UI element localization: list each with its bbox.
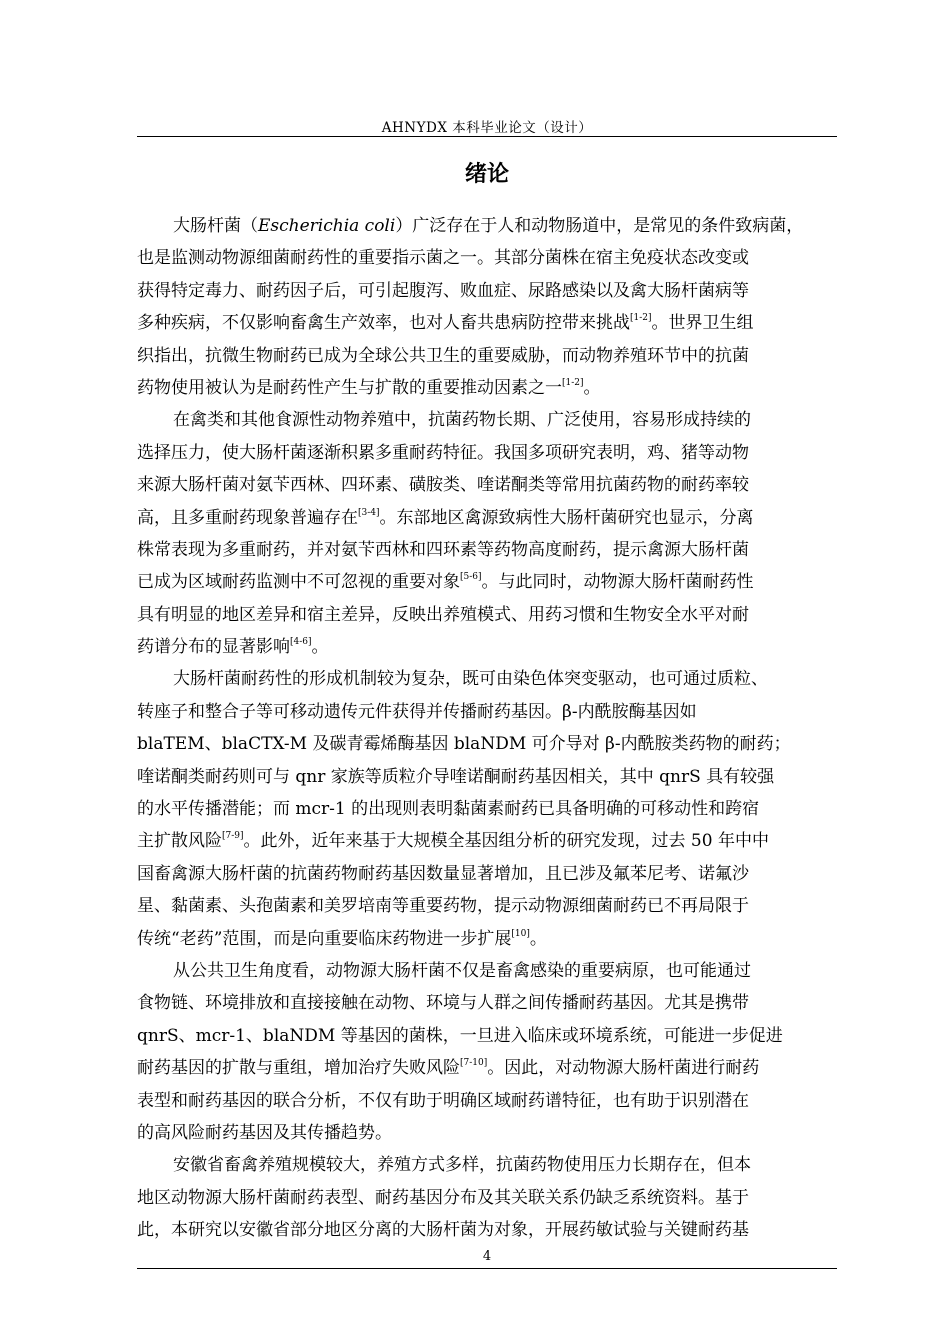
text-run: 获得特定毒力、耐药因子后，可引起腹泻、败血症、尿路感染以及禽大肠杆菌病等 xyxy=(137,280,749,301)
text-line xyxy=(137,437,837,469)
paragraph xyxy=(137,955,837,1149)
text-line xyxy=(137,340,837,372)
footer-divider xyxy=(137,1268,837,1269)
chapter-title: 绪论 xyxy=(464,162,509,187)
text-run: 药物使用被认为是耐药性产生与扩散的重要推动因素之一 xyxy=(137,377,562,398)
text-line xyxy=(137,210,837,242)
species-name: Escherichia coli xyxy=(258,216,396,236)
citation: [4-6] xyxy=(290,637,312,648)
text-line xyxy=(137,307,837,339)
body-text xyxy=(137,210,837,1247)
text-line xyxy=(137,955,837,987)
text-run: 此，本研究以安徽省部分地区分离的大肠杆菌为对象，开展药敏试验与关键耐药基 xyxy=(137,1220,749,1241)
citation: [3-4] xyxy=(358,507,380,518)
text-run: 喹诺酮类耐药则可与 qnr 家族等质粒介导喹诺酮耐药基因相关，其中 qnrS 具有较强 xyxy=(137,766,775,787)
text-run: 选择压力，使大肠杆菌逐渐积累多重耐药特征。我国多项研究表明，鸡、猪等动物 xyxy=(137,442,749,463)
text-run: 多种疾病，不仅影响畜禽生产效率，也对人畜共患病防控带来挑战 xyxy=(137,313,630,334)
text-line xyxy=(137,599,837,631)
text-run: 株常表现为多重耐药，并对氨苄西林和四环素等药物高度耐药，提示禽源大肠杆菌 xyxy=(137,539,749,560)
paragraph xyxy=(137,210,837,404)
paragraph xyxy=(137,663,837,955)
text-run: 具有明显的地区差异和宿主差异，反映出养殖模式、用药习惯和生物安全水平对耐 xyxy=(137,604,749,625)
text-line xyxy=(137,987,837,1019)
text-run: 安徽省畜禽养殖规模较大，养殖方式多样，抗菌药物使用压力长期存在，但本 xyxy=(173,1155,751,1176)
text-line xyxy=(137,890,837,922)
text-line xyxy=(137,1149,837,1181)
text-line xyxy=(137,1085,837,1117)
citation: [1-2] xyxy=(630,313,652,324)
text-line xyxy=(137,631,837,663)
text-line xyxy=(137,663,837,695)
text-run: 。 xyxy=(583,377,601,398)
text-run: 已成为区域耐药监测中不可忽视的重要对象 xyxy=(137,572,460,593)
text-line xyxy=(137,1182,837,1214)
text-line xyxy=(137,404,837,436)
text-run: blaTEM、blaCTX-M 及碳青霉烯酶基因 blaNDM 可介导对 β-内酰胺类药物的耐药； xyxy=(137,734,791,755)
text-run: 。 xyxy=(529,928,547,949)
paragraph xyxy=(137,404,837,663)
text-line xyxy=(137,275,837,307)
text-run: 的水平传播潜能；而 mcr-1 的出现则表明黏菌素耐药已具备明确的可移动性和跨宿 xyxy=(137,799,760,820)
text-line xyxy=(137,1052,837,1084)
text-run: 织指出，抗微生物耐药已成为全球公共卫生的重要威胁，而动物养殖环节中的抗菌 xyxy=(137,345,749,366)
running-header: AHNYDX 本科毕业论文（设计） xyxy=(381,120,593,136)
text-run: 。与此同时，动物源大肠杆菌耐药性 xyxy=(481,572,754,593)
text-run: 食物链、环境排放和直接接触在动物、环境与人群之间传播耐药基因。尤其是携带 xyxy=(137,993,749,1014)
text-line xyxy=(137,502,837,534)
text-run: 。世界卫生组 xyxy=(651,313,754,334)
text-run: 从公共卫生角度看，动物源大肠杆菌不仅是畜禽感染的重要病原，也可能通过 xyxy=(173,960,751,981)
text-line xyxy=(137,1117,837,1149)
citation: [1-2] xyxy=(562,377,584,388)
text-line xyxy=(137,372,837,404)
text-run: 国畜禽源大肠杆菌的抗菌药物耐药基因数量显著增加，且已涉及氟苯尼考、诺氟沙 xyxy=(137,863,749,884)
text-run: qnrS、mcr-1、blaNDM 等基因的菌株，一旦进入临床或环境系统，可能进一步促进 xyxy=(137,1025,783,1046)
text-run: 也是监测动物源细菌耐药性的重要指示菌之一。其部分菌株在宿主免疫状态改变或 xyxy=(137,248,749,269)
text-run: 星、黏菌素、头孢菌素和美罗培南等重要药物，提示动物源细菌耐药已不再局限于 xyxy=(137,896,749,917)
text-line xyxy=(137,923,837,955)
text-run: 传统“老药”范围，而是向重要临床药物进一步扩展 xyxy=(137,928,512,949)
text-line xyxy=(137,761,837,793)
page-number: 4 xyxy=(482,1249,492,1264)
text-run: 来源大肠杆菌对氨苄西林、四环素、磺胺类、喹诺酮类等常用抗菌药物的耐药率较 xyxy=(137,475,749,496)
text-line xyxy=(137,469,837,501)
text-run: 。 xyxy=(311,637,329,658)
text-run: 。东部地区禽源致病性大肠杆菌研究也显示，分离 xyxy=(379,507,754,528)
text-run: 的高风险耐药基因及其传播趋势。 xyxy=(137,1122,392,1143)
citation: [7-10] xyxy=(460,1058,488,1069)
text-line xyxy=(137,793,837,825)
text-run: 药谱分布的显著影响 xyxy=(137,637,290,658)
text-line xyxy=(137,696,837,728)
text-run: 在禽类和其他食源性动物养殖中，抗菌药物长期、广泛使用，容易形成持续的 xyxy=(173,410,751,431)
text-line xyxy=(137,1214,837,1246)
text-run: 转座子和整合子等可移动遗传元件获得并传播耐药基因。β-内酰胺酶基因如 xyxy=(137,701,697,722)
text-line xyxy=(137,728,837,760)
text-line xyxy=(137,825,837,857)
text-run: 。此外，近年来基于大规模全基因组分析的研究发现，过去 50 年中中 xyxy=(243,831,769,852)
text-run: 耐药基因的扩散与重组，增加治疗失败风险 xyxy=(137,1058,460,1079)
text-line xyxy=(137,1020,837,1052)
citation: [10] xyxy=(511,928,530,939)
paragraph xyxy=(137,1149,837,1246)
text-run: 表型和耐药基因的联合分析，不仅有助于明确区域耐药谱特征，也有助于识别潜在 xyxy=(137,1090,749,1111)
text-run: 高，且多重耐药现象普遍存在 xyxy=(137,507,358,528)
text-run: 地区动物源大肠杆菌耐药表型、耐药基因分布及其关联关系仍缺乏系统资料。基于 xyxy=(137,1187,749,1208)
text-run: 大肠杆菌耐药性的形成机制较为复杂，既可由染色体突变驱动，也可通过质粒、 xyxy=(173,669,768,690)
text-line xyxy=(137,566,837,598)
citation: [5-6] xyxy=(460,572,482,583)
header-divider xyxy=(137,136,837,137)
text-line xyxy=(137,534,837,566)
text-run: 主扩散风险 xyxy=(137,831,222,852)
text-run: ）广泛存在于人和动物肠道中，是常见的条件致病菌， xyxy=(395,216,804,236)
text-run: 。因此，对动物源大肠杆菌进行耐药 xyxy=(487,1058,760,1079)
citation: [7-9] xyxy=(222,831,244,842)
text-line xyxy=(137,858,837,890)
text-line xyxy=(137,242,837,274)
text-run: 大肠杆菌（ xyxy=(173,216,258,236)
